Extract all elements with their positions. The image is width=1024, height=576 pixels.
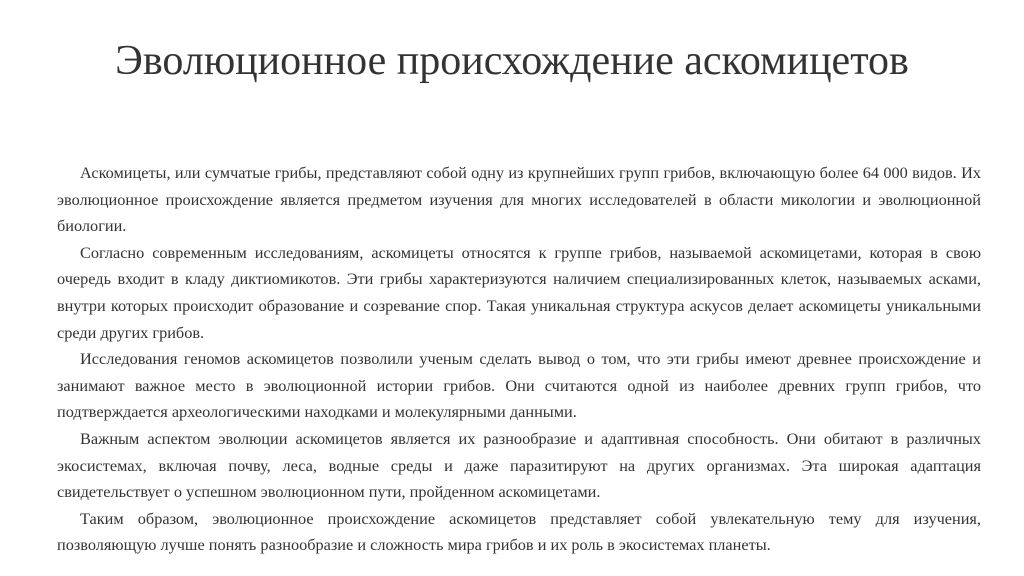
paragraph-4: Важным аспектом эволюции аскомицетов является их разнообразие и адаптивная способность. Они обитают в различных экосистемах, включая почву, леса, водные среды и даже паразитируют на других организмах. Эта широкая адаптация свидетельствует о успешном эволюционном пути, пройденном аскомицетами. (57, 428, 981, 502)
paragraph-1: Аскомицеты, или сумчатые грибы, представляют собой одну из крупнейших групп грибов, включающую более 64 000 видов. Их эволюционное происхождение является предметом изучения для многих исследователей в области микологии и эволюционной биологии. (57, 163, 981, 236)
paragraph-2: Согласно современным исследованиям, аскомицеты относятся к группе грибов, называемой аскомицетами, которая в свою очередь входит в кладу диктиомикотов. Эти грибы характеризуются наличием специализированных клеток, называемых асками, внутри которых происходит образование и созревание спор. Такая уникальная структура аскусов делает аскомицеты уникальными среди других грибов. (57, 242, 981, 342)
slide-body (57, 160, 981, 559)
slide-title: Эволюционное происхождение аскомицетов (115, 38, 909, 84)
paragraph-3: Исследования геномов аскомицетов позволили ученым сделать вывод о том, что эти грибы имеют древнее происхождение и занимают важное место в эволюционной истории грибов. Они считаются одной из наиболее древних групп грибов, что подтверждается археологическими находками и молекулярными данными. (57, 349, 981, 422)
paragraph-5: Таким образом, эволюционное происхождение аскомицетов представляет собой увлекательную тему для изучения, позволяющую лучше понять разнообразие и сложность мира грибов и их роль в экосистемах планеты. (57, 508, 981, 555)
